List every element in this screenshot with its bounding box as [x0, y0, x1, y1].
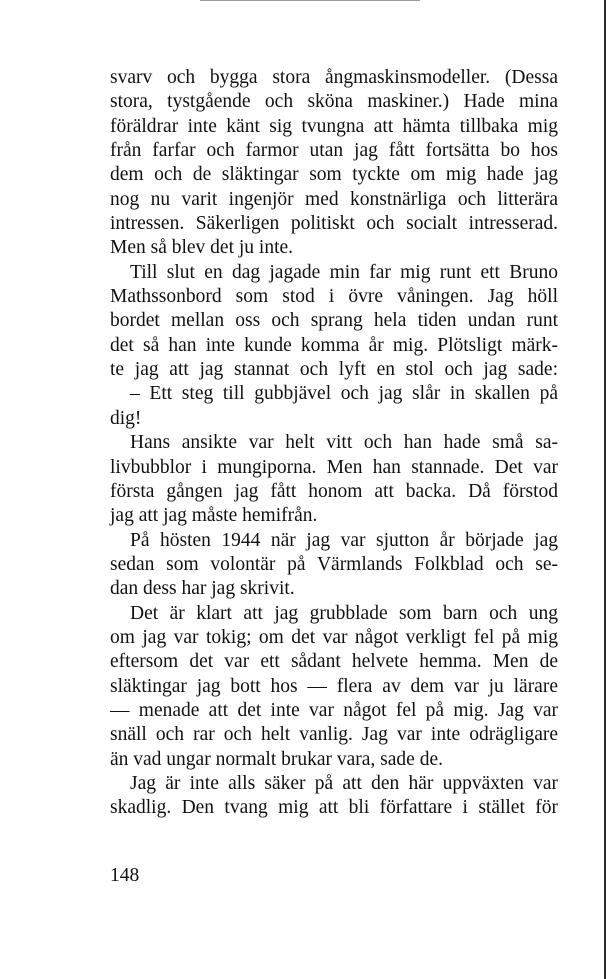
- text-line: skadlig. Den tvang mig att bli författare i stället för: [110, 797, 558, 819]
- text-line: — menade att det inte var något fel på mig. Jag var: [110, 699, 558, 721]
- text-line: Mathssonbord som stod i övre våningen. Jag höll: [110, 286, 558, 308]
- text-line: intressen. Säkerligen politiskt och socialt intresserad.: [110, 213, 558, 235]
- text-line: släktingar jag bott hos — flera av dem var ju lärare: [110, 675, 558, 697]
- text-line: föräldrar inte känt sig tvungna att hämta tillbaka mig: [110, 115, 558, 137]
- text-line: Men så blev det ju inte.: [110, 237, 294, 259]
- page-number: 148: [110, 865, 140, 886]
- text-line: dig!: [110, 407, 142, 429]
- page-edge-shadow: [604, 0, 606, 979]
- text-line: första gången jag fått honom att backa. Då förstod: [110, 480, 558, 502]
- text-line: livbubblor i mungiporna. Men han stannade. Det var: [110, 456, 558, 478]
- text-line: om jag var tokig; om det var något verkligt fel på mig: [110, 626, 558, 648]
- text-line: sedan som volontär på Värmlands Folkblad och se-: [110, 553, 558, 575]
- text-line: Jag är inte alls säker på att den här uppväxten var: [130, 772, 558, 794]
- text-line: snäll och rar och helt vanlig. Jag var inte odrägligare: [110, 724, 558, 746]
- text-line: det så han inte kunde komma år mig. Plötsligt märk-: [110, 334, 558, 356]
- text-line: Till slut en dag jagade min far mig runt ett Bruno: [130, 261, 558, 283]
- text-line: dem och de släktingar som tyckte om mig hade jag: [110, 164, 558, 186]
- text-line: På hösten 1944 när jag var sjutton år började jag: [130, 529, 558, 551]
- text-line: Det är klart att jag grubblade som barn och ung: [130, 602, 558, 624]
- text-line: nog nu varit ingenjör med konstnärliga och litterära: [110, 188, 558, 210]
- text-line: te jag att jag stannat och lyft en stol och jag sade:: [110, 359, 558, 381]
- text-line: från farfar och farmor utan jag fått fortsätta bo hos: [110, 140, 558, 162]
- text-line: stora, tystgående och sköna maskiner.) Hade mina: [110, 91, 558, 113]
- text-line: svarv och bygga stora ångmaskinsmodeller. (Dessa: [110, 67, 558, 88]
- text-line: bordet mellan oss och sprang hela tiden undan runt: [110, 310, 558, 332]
- text-line: än vad ungar normalt brukar vara, sade de.: [110, 748, 443, 770]
- top-edge-rule: [200, 0, 420, 1]
- text-line: eftersom det var ett sådant helvete hemma. Men de: [110, 651, 558, 673]
- text-line: jag att jag måste hemifrån.: [110, 505, 318, 527]
- book-page-body: [110, 66, 558, 821]
- text-line: Hans ansikte var helt vitt och han hade små sa-: [130, 432, 558, 454]
- text-line: dan dess har jag skrivit.: [110, 578, 295, 600]
- text-line: – Ett steg till gubbjävel och jag slår in skallen på: [130, 383, 558, 405]
